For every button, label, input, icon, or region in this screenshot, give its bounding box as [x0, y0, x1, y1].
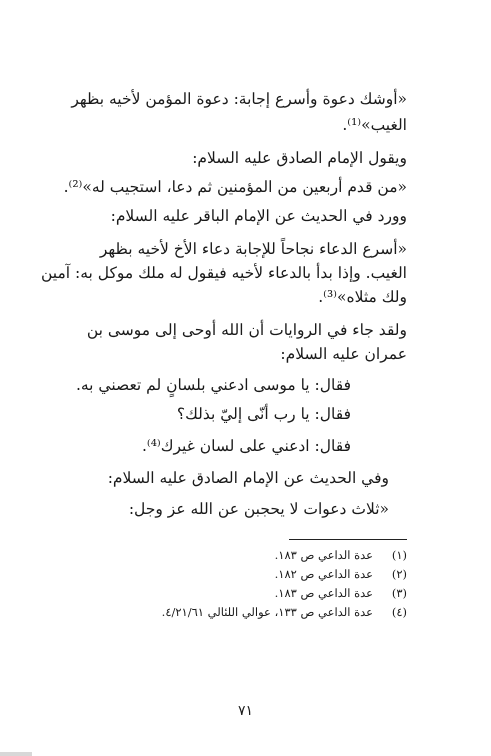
- scan-edge-mark: [0, 752, 32, 756]
- footnote-2: [81, 566, 407, 582]
- body-line-12: فقال: يا رب أنّى إليّ بذلك؟: [176, 405, 351, 423]
- footnote-4-text: عدة الداعي ص ١٣٣، عوالي اللئالي ٤/٢١/٦١.: [161, 605, 373, 619]
- footnote-1: [81, 547, 407, 563]
- body-line-5: وورد في الحديث عن الإمام الباقر عليه السلام:: [110, 207, 407, 225]
- body-line-8: ولك مثلاه»⁽³⁾.: [318, 288, 407, 306]
- body-line-1: «أوشك دعوة وأسرع إجابة: دعوة المؤمن لأخيه بظهر: [71, 90, 407, 108]
- footnote-4-number: (٤): [391, 605, 407, 619]
- page-number: ٧١: [237, 703, 254, 719]
- footnote-1-number: (١): [391, 548, 407, 562]
- footnote-separator: [289, 539, 407, 540]
- body-line-9: ولقد جاء في الروايات أن الله أوحى إلى موسى بن: [86, 321, 407, 339]
- body-line-14: وفي الحديث عن الإمام الصادق عليه السلام:: [107, 469, 389, 487]
- footnote-3: [81, 585, 407, 601]
- footnote-2-number: (٢): [391, 567, 407, 581]
- footnote-2-text: عدة الداعي ص ١٨٢.: [274, 567, 373, 581]
- body-line-2: الغيب»⁽¹⁾.: [342, 116, 407, 134]
- footnote-1-text: عدة الداعي ص ١٨٣.: [274, 548, 373, 562]
- body-line-4: «من قدم أربعين من المؤمنين ثم دعا، استجيب له»⁽²⁾.: [63, 178, 407, 196]
- body-line-11: فقال: يا موسى ادعني بلسانٍ لم تعصني به.: [75, 376, 351, 394]
- footnote-3-text: عدة الداعي ص ١٨٣.: [274, 586, 373, 600]
- footnote-4: [81, 604, 407, 620]
- body-line-6: «أسرع الدعاء نجاحاً للإجابة دعاء الأخ لأخيه بظهر: [99, 240, 407, 258]
- body-line-15: «ثلاث دعوات لا يحجبن عن الله عز وجل:: [128, 500, 389, 518]
- footnote-3-number: (٣): [391, 586, 407, 600]
- body-line-10: عمران عليه السلام:: [280, 345, 407, 363]
- body-line-7: الغيب. وإذا بدأ بالدعاء لأخيه فيقول له ملك موكل به: آمين: [40, 264, 407, 282]
- body-line-3: ويقول الإمام الصادق عليه السلام:: [192, 149, 407, 167]
- body-line-13: فقال: ادعني على لسان غيرك⁽⁴⁾.: [141, 437, 351, 455]
